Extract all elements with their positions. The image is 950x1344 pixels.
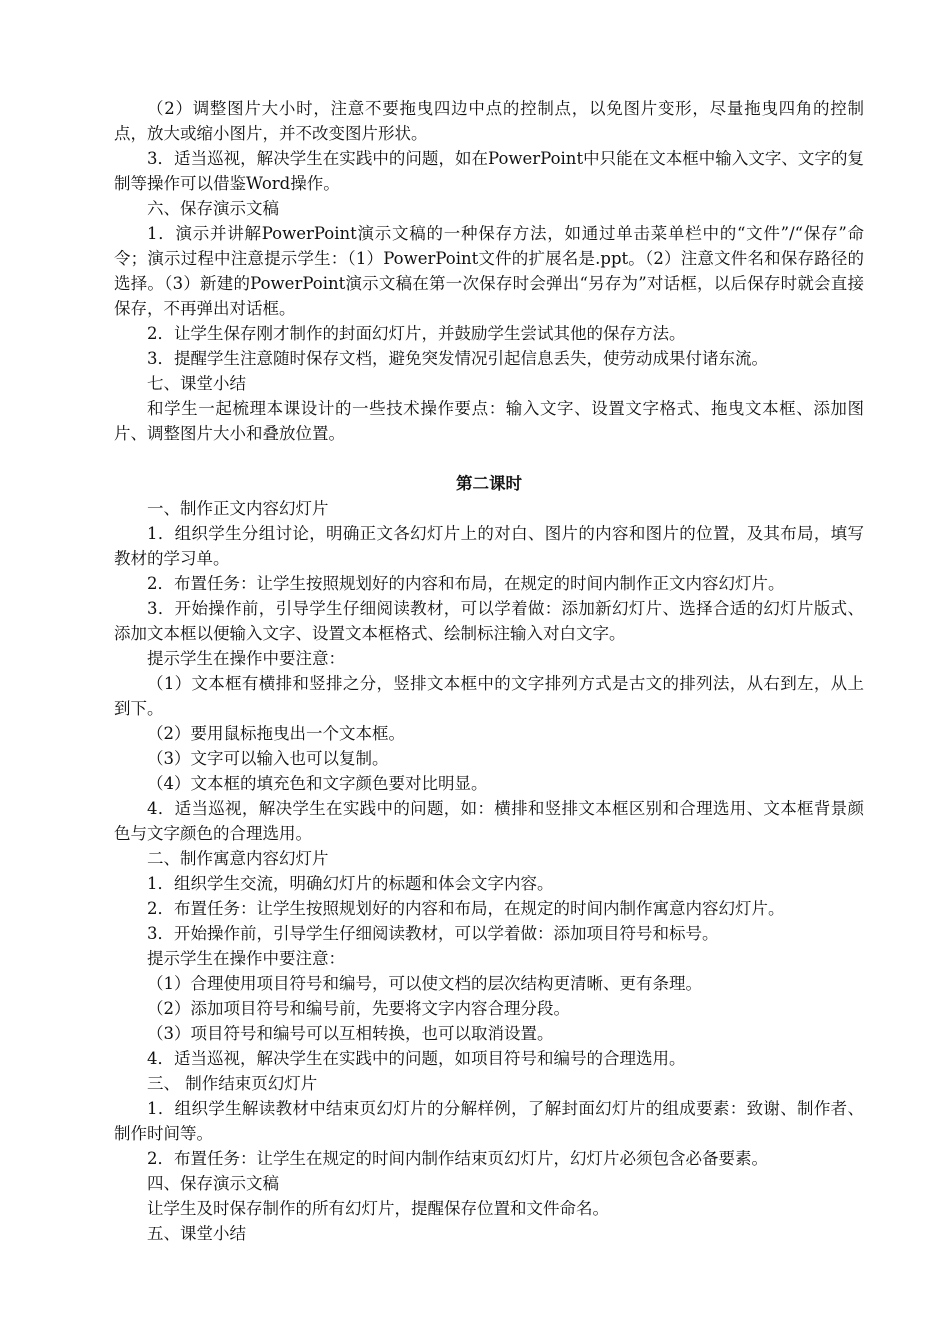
paragraph: （2）添加项目符号和编号前，先要将文字内容合理分段。	[147, 999, 570, 1018]
paragraph: 3．适当巡视，解决学生在实践中的问题，如在PowerPoint中只能在文本框中输入文字、文字的复制等操作可以借鉴Word操作。	[114, 149, 864, 193]
lesson-title: 第二课时	[456, 474, 522, 493]
paragraph: （4）文本框的填充色和文字颜色要对比明显。	[147, 774, 488, 793]
paragraph: 和学生一起梳理本课设计的一些技术操作要点：输入文字、设置文字格式、拖曳文本框、添加图片、调整图片大小和叠放位置。	[114, 399, 864, 443]
section-heading: 二、制作寓意内容幻灯片	[147, 849, 329, 868]
section-heading: 一、制作正文内容幻灯片	[147, 499, 329, 518]
paragraph: 2．布置任务：让学生按照规划好的内容和布局，在规定的时间内制作寓意内容幻灯片。	[147, 899, 785, 918]
paragraph: 3．开始操作前，引导学生仔细阅读教材，可以学着做：添加新幻灯片、选择合适的幻灯片版式、添加文本框以便输入文字、设置文本框格式、绘制标注输入对白文字。	[114, 599, 864, 643]
paragraph: 1．演示并讲解PowerPoint演示文稿的一种保存方法，如通过单击菜单栏中的“文件”/“保存”命令；演示过程中注意提示学生：（1）PowerPoint文件的扩展名是.ppt。（2）注意文件名和保存路径的选择。（3）新建的PowerPoint演示文稿在第一次保存时会弹出“另存为”对话框，以后保存时就会直接保存，不再弹出对话框。	[114, 224, 864, 318]
section-heading: 四、保存演示文稿	[147, 1174, 279, 1193]
paragraph: 1．组织学生解读教材中结束页幻灯片的分解样例，了解封面幻灯片的组成要素：致谢、制作者、制作时间等。	[114, 1099, 864, 1143]
paragraph: （1）文本框有横排和竖排之分，竖排文本框中的文字排列方式是古文的排列法，从右到左，从上到下。	[114, 674, 864, 718]
section-heading: 三、 制作结束页幻灯片	[147, 1074, 318, 1093]
paragraph: （1）合理使用项目符号和编号，可以使文档的层次结构更清晰、更有条理。	[147, 974, 702, 993]
section-heading: 五、课堂小结	[147, 1224, 246, 1243]
paragraph: （2）要用鼠标拖曳出一个文本框。	[147, 724, 405, 743]
paragraph: （2）调整图片大小时，注意不要拖曳四边中点的控制点，以免图片变形，尽量拖曳四角的控制点，放大或缩小图片，并不改变图片形状。	[114, 99, 864, 143]
paragraph: 1．组织学生交流，明确幻灯片的标题和体会文字内容。	[147, 874, 554, 893]
paragraph: 3．开始操作前，引导学生仔细阅读教材，可以学着做：添加项目符号和标号。	[147, 924, 719, 943]
paragraph: 2．让学生保存刚才制作的封面幻灯片，并鼓励学生尝试其他的保存方法。	[147, 324, 686, 343]
paragraph: 4．适当巡视，解决学生在实践中的问题，如：横排和竖排文本框区别和合理选用、文本框背景颜色与文字颜色的合理选用。	[114, 799, 864, 843]
paragraph: 2．布置任务：让学生按照规划好的内容和布局，在规定的时间内制作正文内容幻灯片。	[147, 574, 785, 593]
document-body	[114, 96, 864, 1246]
paragraph: 2．布置任务：让学生在规定的时间内制作结束页幻灯片，幻灯片必须包含必备要素。	[147, 1149, 768, 1168]
paragraph: （3）文字可以输入也可以复制。	[147, 749, 389, 768]
paragraph: （3）项目符号和编号可以互相转换，也可以取消设置。	[147, 1024, 554, 1043]
paragraph: 提示学生在操作中要注意：	[147, 649, 345, 668]
section-heading: 六、保存演示文稿	[147, 199, 279, 218]
section-heading: 七、课堂小结	[147, 374, 246, 393]
paragraph: 1．组织学生分组讨论，明确正文各幻灯片上的对白、图片的内容和图片的位置，及其布局，填写教材的学习单。	[114, 524, 864, 568]
paragraph: 3．提醒学生注意随时保存文档，避免突发情况引起信息丢失，使劳动成果付诸东流。	[147, 349, 768, 368]
paragraph: 让学生及时保存制作的所有幻灯片，提醒保存位置和文件命名。	[147, 1199, 609, 1218]
paragraph: 4．适当巡视，解决学生在实践中的问题，如项目符号和编号的合理选用。	[147, 1049, 686, 1068]
paragraph: 提示学生在操作中要注意：	[147, 949, 345, 968]
